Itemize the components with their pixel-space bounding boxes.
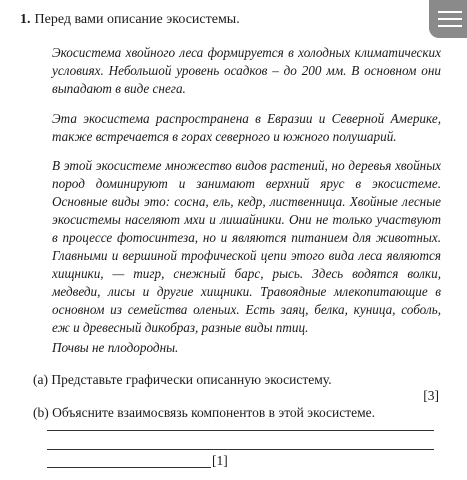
part-a-prompt: (a) Представьте графически описанную экосистему. — [33, 372, 332, 387]
passage-paragraph-species: В этой экосистеме множество видов растений, но деревья хвойных пород доминируют и занимают верхний ярус в экосистеме. Основные виды это: сосна, ель, кедр, лиственница. Хвойные лесные экосистемы населяют мхи и лишайники. Они не только участвуют в процессе фотосинтеза, но и являются питанием для животных. Главными и вершиной трофической цепи этого вида леса являются хищники, — тигр, снежный барс, рысь. Здесь водятся волки, медведи, лисы и другие хищники. Травоядные млекопитающие в основном из семейства оленьих. Есть заяц, белка, куница, соболь, еж и древесный дикобраз, разные виды птиц. — [52, 158, 441, 335]
answer-line[interactable] — [47, 449, 434, 450]
hamburger-menu-icon-bar — [438, 25, 462, 27]
question-title: Перед вами описание экосистемы. — [34, 12, 240, 27]
hamburger-menu-icon-bar — [438, 18, 462, 20]
answer-line[interactable] — [47, 467, 211, 468]
part-a-marks: [3] — [423, 388, 439, 403]
menu-button[interactable] — [429, 0, 467, 38]
answer-line[interactable] — [47, 430, 434, 431]
passage-paragraph-distribution: Эта экосистема распространена в Евразии и Северной Америке, также встречается в горах северного и южного полушарий. — [52, 111, 441, 144]
part-b-marks: [1] — [212, 453, 228, 468]
question-header — [20, 12, 240, 28]
part-b-prompt: (b) Объясните взаимосвязь компонентов в этой экосистеме. — [33, 405, 376, 420]
passage-paragraph-soil: Почвы не плодородны. — [52, 340, 179, 355]
passage-paragraph-climate: Экосистема хвойного леса формируется в холодных климатических условиях. Небольшой уровень осадков – до 200 мм. В основном они выпадают в виде снега. — [52, 45, 441, 96]
hamburger-menu-icon — [438, 11, 462, 13]
question-number: 1. — [20, 12, 31, 27]
